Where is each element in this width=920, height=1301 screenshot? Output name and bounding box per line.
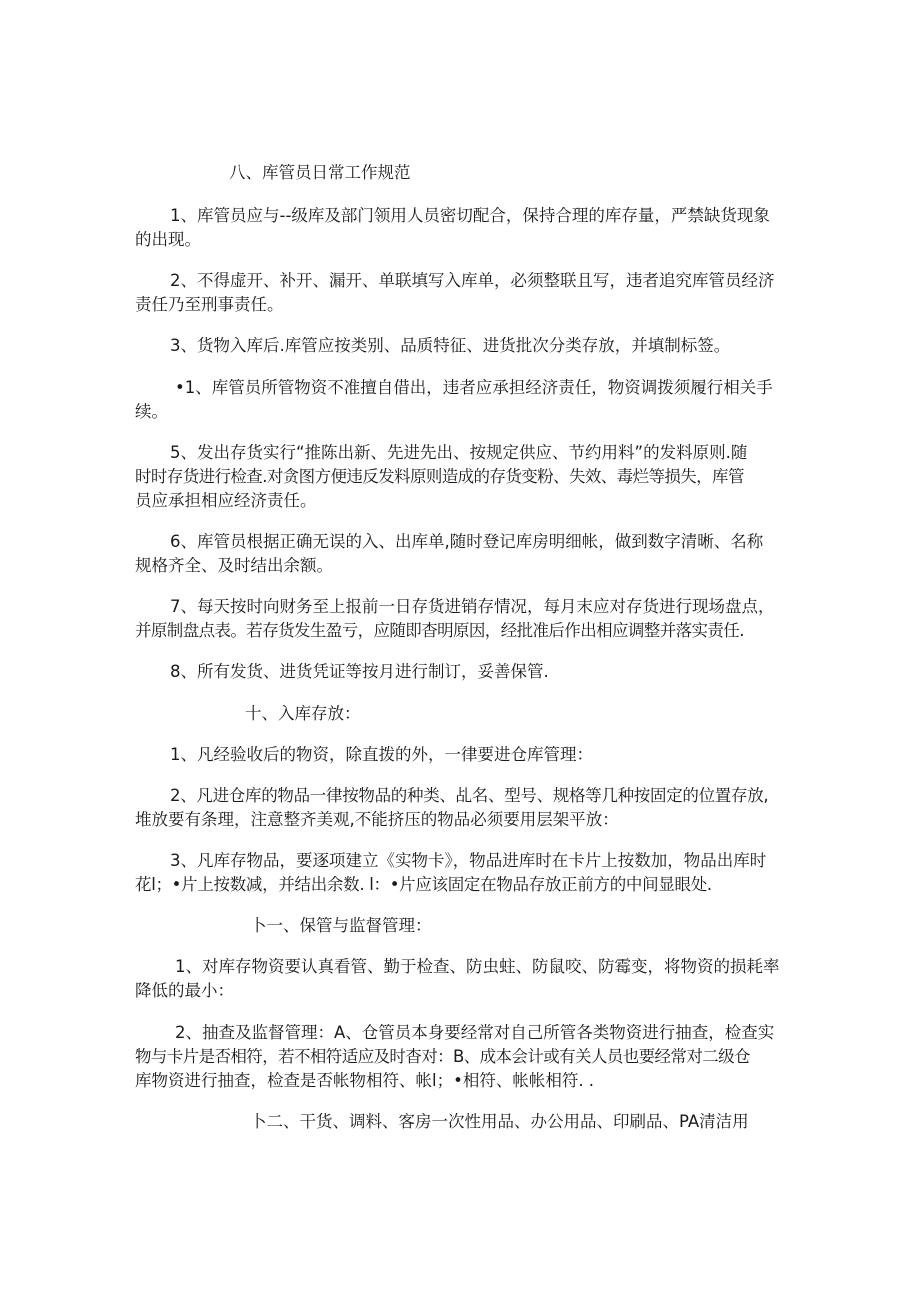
section-heading: 十、入库存放： (245, 704, 361, 723)
paragraph-line: 的出现。 (135, 230, 201, 249)
paragraph-line: 时时存货进行检查.对贪图方便违反发料原则造成的存货变粉、失效、毒烂等损失，库管 (135, 467, 744, 486)
paragraph-line: 物与卡片是否相符，若不相符适应及时杳对：B、成本会计或有关人员也要经常对二级仓 (135, 1047, 750, 1066)
section-heading: 卜二、干货、调料、客房一次性用品、办公用品、印刷品、PA清洁用 (250, 1112, 749, 1131)
section-heading: 八、库管员日常工作规范 (229, 163, 411, 182)
paragraph-line: 1、库管员应与--级库及部门领用人员密切配合，保持合理的库存量，严禁缺货现象 (170, 206, 770, 225)
section-heading: 卜一、保管与监督管理： (250, 916, 432, 935)
paragraph-line: 花l；•片上按数减，并结出余数. l：•片应该固定在物品存放正前方的中间显眼处. (135, 875, 712, 894)
paragraph-line: 1、对库存物资要认真看管、勤于检查、防虫蛀、防鼠咬、防霉变，将物资的损耗率 (175, 957, 780, 976)
paragraph-line: 库物资进行抽查，检查是否帐物相符、帐l；•相符、帐帐相符. . (135, 1071, 595, 1090)
paragraph-line: 7、每天按时向财务至上报前一日存货进销存情况，每月末应对存货进行现场盘点， (170, 597, 775, 616)
paragraph-line: 2、抽查及监督管理：A、仓管员本身要经常对自己所管各类物资进行抽查，检查实 (175, 1023, 775, 1042)
paragraph-line: 6、库管员根据正确无误的入、出库单,随时登记库房明细帐，做到数字清晰、名称 (170, 532, 764, 551)
paragraph-line: 续。 (135, 402, 168, 421)
paragraph-line: 3、货物入库后.库管应按类别、品质特征、进货批次分类存放，并填制标签。 (170, 336, 731, 355)
paragraph-line: 规格齐全、及时结出余额。 (135, 556, 333, 575)
paragraph-line: 2、不得虚开、补开、漏开、单联填写入库单，必须整联且写，违者追究库管员经济 (170, 271, 775, 290)
paragraph-line: 5、发出存货实行“推陈出新、先进先出、按规定供应、节约用料”的发料原则.随 (170, 443, 748, 462)
paragraph-line: 降低的最小： (135, 981, 234, 1000)
paragraph-line: •1、库管员所管物资不准擅自借出，违者应承担经济责任，物资调拨须履行相关手 (175, 378, 773, 397)
paragraph-line: 员应承担相应经济责任。 (135, 491, 317, 510)
paragraph-line: 堆放要有条理，注意整齐美观,不能挤压的物品必须要用层架平放： (135, 810, 619, 829)
paragraph-line: 3、凡库存物品，要逐项建立《实物卡》，物品进库时在卡片上按数加，物品出库时 (170, 851, 767, 870)
paragraph-line: 并原制盘点表。若存货发生盈亏，应随即杳明原因，经批准后作出相应调整并落实责任. (135, 621, 744, 640)
paragraph-line: 2、凡进仓库的物品一律按物品的种类、乩名、型号、规格等几种按固定的位置存放, (170, 786, 769, 805)
paragraph-line: 8、所有发货、进货凭证等按月进行制订，妥善保管. (170, 662, 549, 681)
paragraph-line: 1、凡经验收后的物资，除直拨的外，一律要进仓库管理： (170, 745, 593, 764)
paragraph-line: 责任乃至刑事责任。 (135, 295, 284, 314)
